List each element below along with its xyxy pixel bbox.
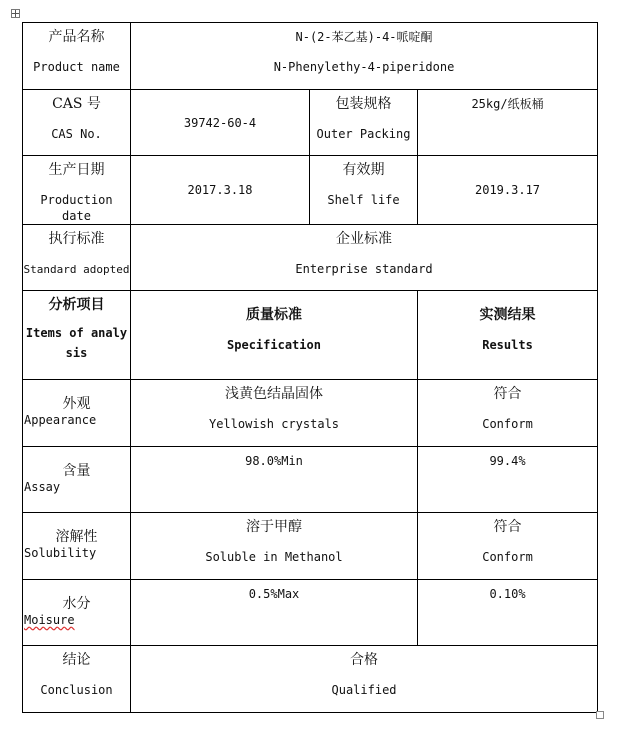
shelf-life-label-en: Shelf life — [327, 193, 400, 207]
product-name-value-en: N-Phenylethy-4-piperidone — [273, 60, 455, 74]
conclusion-value-cn: 合格 — [350, 652, 379, 668]
cas-label-cn: CAS 号 — [52, 96, 101, 112]
product-name-value-cn: N-(2-苯乙基)-4-哌啶酮 — [295, 30, 433, 44]
conclusion-label-en: Conclusion — [40, 683, 113, 697]
assay-label-cn: 含量 — [62, 463, 91, 479]
solubility-spec-cell — [131, 513, 418, 580]
items-header-en: Items of analysis — [25, 326, 128, 360]
assay-result: 99.4% — [489, 454, 526, 468]
moisture-result-cell — [418, 580, 598, 646]
production-row — [23, 156, 598, 225]
specification-table — [22, 22, 598, 713]
moisture-spec-cell — [131, 580, 418, 646]
appearance-spec-en: Yellowish crystals — [208, 417, 340, 431]
standard-label-en: Standard adopted — [23, 263, 130, 276]
shelf-life-value: 2019.3.17 — [418, 156, 598, 225]
product-name-label-cell — [23, 23, 131, 90]
packing-value-cell — [418, 90, 598, 156]
moisture-spec: 0.5%Max — [248, 587, 300, 601]
packing-label-en: Outer Packing — [316, 127, 411, 141]
standard-value-cn: 企业标准 — [336, 231, 393, 247]
standard-label-cn: 执行标准 — [48, 231, 105, 247]
spec-header-cell — [131, 291, 418, 380]
product-name-value-cell — [131, 23, 598, 90]
moisture-result: 0.10% — [489, 587, 526, 601]
standard-value-en: Enterprise standard — [295, 262, 433, 276]
appearance-spec-cell — [131, 380, 418, 447]
standard-value-cell — [131, 225, 598, 291]
table-row — [23, 513, 598, 580]
table-row — [23, 447, 598, 513]
solubility-label-en: Solubility — [24, 546, 97, 560]
conclusion-value-cell — [131, 646, 598, 713]
cas-label-cell — [23, 90, 131, 156]
appearance-spec-cn: 浅黄色结晶固体 — [225, 386, 323, 402]
assay-label-en: Assay — [24, 480, 61, 494]
appearance-result-cell — [418, 380, 598, 447]
appearance-result-en: Conform — [482, 417, 533, 431]
cas-row — [23, 90, 598, 156]
packing-label-cn: 包装规格 — [335, 96, 392, 112]
results-header-cn: 实测结果 — [479, 307, 536, 323]
product-name-label-en: Product name — [33, 60, 120, 74]
moisture-label-cn: 水分 — [62, 596, 91, 612]
packing-label-cell — [310, 90, 418, 156]
appearance-label-cell — [23, 380, 131, 447]
spec-header-cn: 质量标准 — [246, 307, 302, 323]
production-label-cn: 生产日期 — [48, 162, 105, 178]
product-name-label-cn: 产品名称 — [48, 29, 105, 45]
shelf-life-label-cn: 有效期 — [342, 162, 385, 178]
results-header-en: Results — [482, 338, 533, 352]
product-name-row — [23, 23, 598, 90]
assay-label-cell — [23, 447, 131, 513]
standard-row — [23, 225, 598, 291]
cas-label-en: CAS No. — [51, 127, 102, 141]
results-header-cell — [418, 291, 598, 380]
analysis-header-row — [23, 291, 598, 380]
table-row — [23, 580, 598, 646]
conclusion-value-en: Qualified — [331, 683, 397, 697]
items-header-cn: 分析项目 — [48, 297, 105, 313]
conclusion-row — [23, 646, 598, 713]
appearance-label-cn: 外观 — [62, 396, 91, 412]
moisture-label-cell — [23, 580, 131, 646]
conclusion-label-cell — [23, 646, 131, 713]
assay-spec: 98.0%Min — [245, 454, 303, 468]
production-label-en: Production date — [40, 193, 113, 223]
table-resize-handle[interactable] — [596, 711, 604, 719]
solubility-spec-en: Soluble in Methanol — [205, 550, 343, 564]
table-row — [23, 380, 598, 447]
assay-spec-cell — [131, 447, 418, 513]
production-label-cell — [23, 156, 131, 225]
production-date-value: 2017.3.18 — [131, 156, 310, 225]
solubility-label-cn: 溶解性 — [55, 529, 98, 545]
solubility-label-cell — [23, 513, 131, 580]
solubility-spec-cn: 溶于甲醇 — [246, 519, 302, 535]
conclusion-label-cn: 结论 — [62, 652, 91, 668]
appearance-label-en: Appearance — [24, 413, 97, 427]
solubility-result-en: Conform — [482, 550, 533, 564]
shelf-life-label-cell — [310, 156, 418, 225]
cas-value: 39742-60-4 — [131, 90, 310, 156]
standard-label-cell — [23, 225, 131, 291]
solubility-result-cell — [418, 513, 598, 580]
solubility-result-cn: 符合 — [493, 519, 522, 535]
moisture-label-en: Moisure — [24, 613, 75, 627]
items-header-cell — [23, 291, 131, 380]
appearance-result-cn: 符合 — [493, 386, 522, 402]
table-move-handle[interactable] — [11, 9, 20, 18]
assay-result-cell — [418, 447, 598, 513]
packing-value: 25kg/纸板桶 — [471, 97, 544, 111]
spec-header-en: Specification — [227, 338, 321, 352]
